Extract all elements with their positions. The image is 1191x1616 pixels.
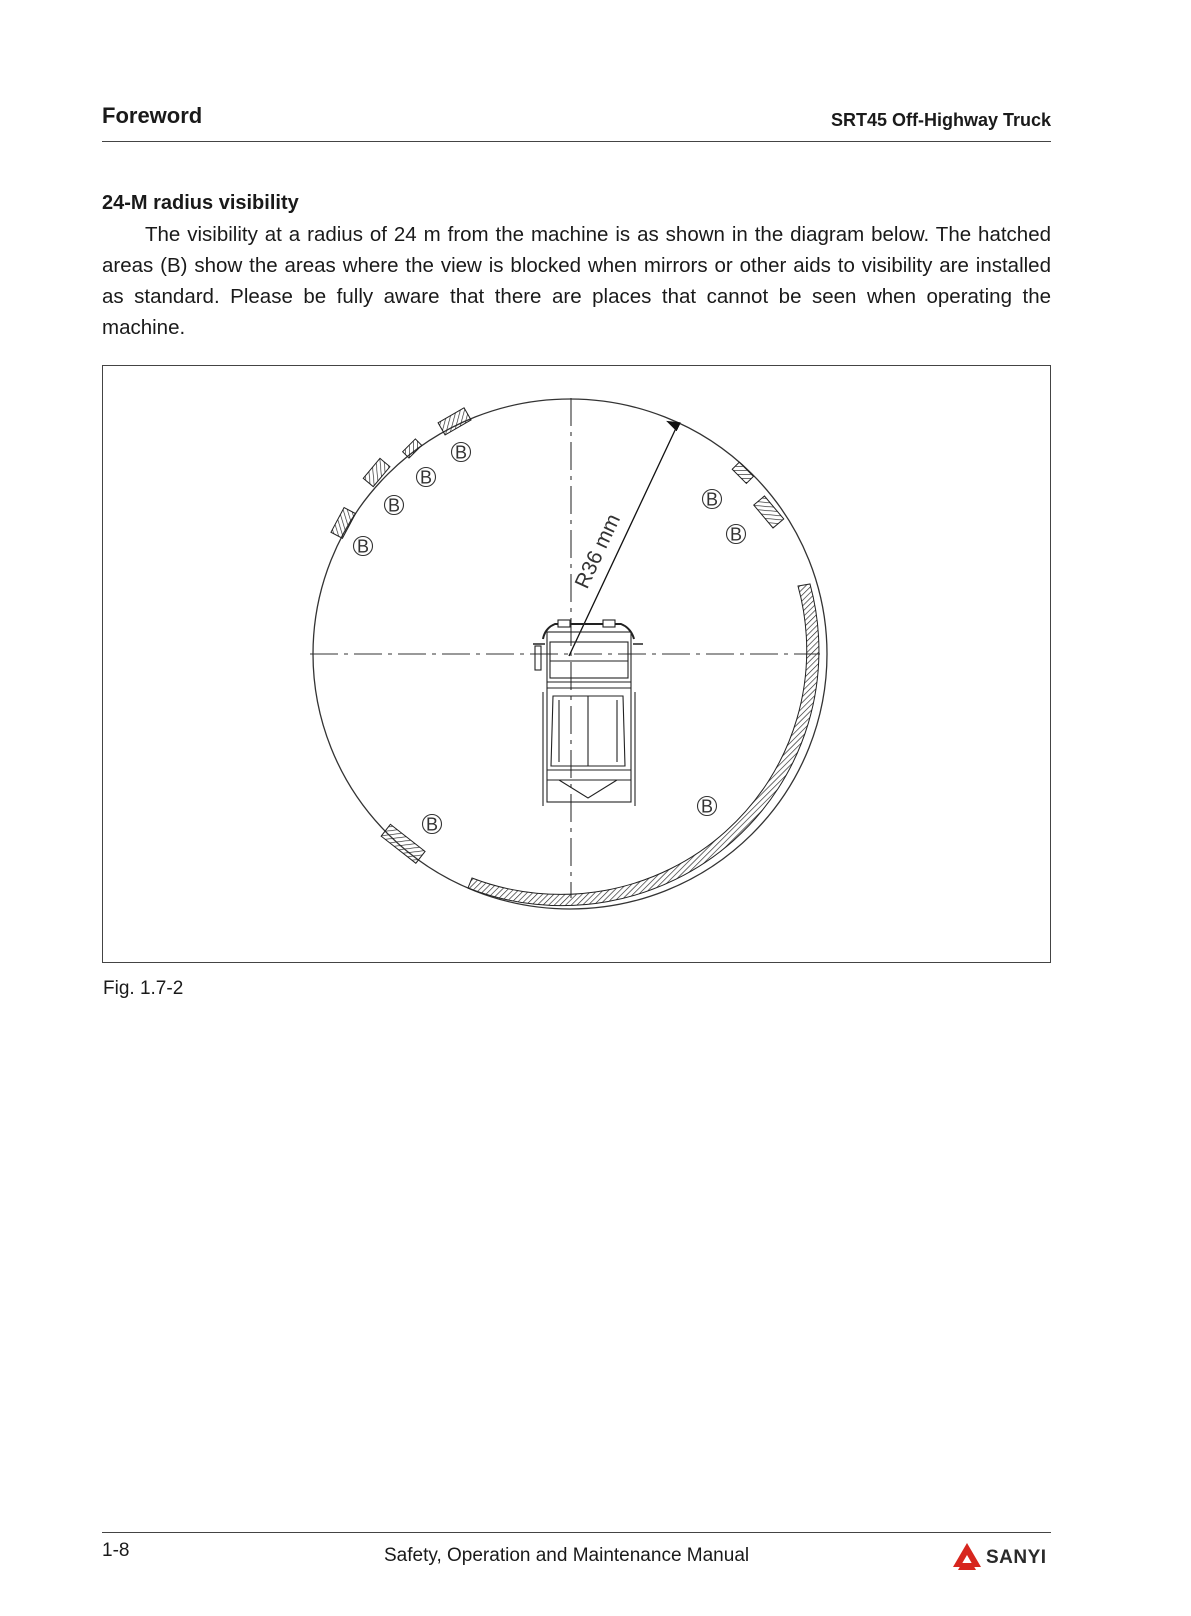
blocked-area-top-4	[331, 508, 356, 539]
label-b-8	[698, 797, 717, 817]
label-b-6	[727, 525, 746, 545]
visibility-diagram	[103, 366, 1050, 962]
blocked-area-right-2	[754, 496, 784, 528]
label-b-5	[703, 490, 722, 510]
header-divider	[102, 141, 1051, 142]
sanyi-logo	[950, 1540, 1052, 1574]
svg-text:B: B	[387, 495, 401, 516]
label-b-1	[452, 443, 471, 463]
figure-caption: Fig. 1.7-2	[103, 978, 184, 999]
blocked-area-top-2	[403, 439, 422, 458]
header-product-title: SRT45 Off-Highway Truck	[830, 110, 1051, 130]
truck-top-view	[533, 620, 643, 806]
svg-text:B: B	[419, 467, 433, 488]
blocked-area-bottom-left	[381, 824, 425, 863]
blocked-area-right-arc	[468, 584, 819, 906]
sanyi-logo-text: SANYI	[986, 1547, 1047, 1568]
sanyi-logo-icon	[950, 1540, 984, 1574]
blocked-area-top-1	[438, 408, 471, 435]
visibility-figure	[102, 365, 1051, 963]
radius-arrow	[569, 426, 677, 656]
manual-title: Safety, Operation and Maintenance Manual	[384, 1545, 750, 1566]
label-b-3	[385, 496, 404, 516]
body-paragraph: The visibility at a radius of 24 m from the machine is as shown in the diagram below. The hatched areas (B) show the areas where the view is blocked when mirrors or other aids to visibility are installed as standard. Please be fully aware that there are places that cannot be seen when operating the machine.	[102, 223, 1051, 339]
blocked-area-top-3	[363, 458, 390, 486]
page-number: 1-8	[102, 1540, 130, 1561]
svg-text:B: B	[700, 796, 714, 817]
svg-text:B: B	[729, 524, 743, 545]
radius-label: R36 mm	[570, 510, 626, 593]
svg-text:B: B	[705, 489, 719, 510]
footer-divider	[102, 1532, 1051, 1533]
svg-text:B: B	[454, 442, 468, 463]
blocked-area-right-1	[732, 462, 753, 483]
label-b-7	[423, 815, 442, 835]
svg-text:B: B	[356, 536, 370, 557]
header-section-title: Foreword	[102, 103, 203, 128]
label-b-4	[354, 537, 373, 557]
section-heading: 24-M radius visibility	[102, 192, 299, 214]
svg-text:B: B	[425, 814, 439, 835]
label-b-2	[417, 468, 436, 488]
